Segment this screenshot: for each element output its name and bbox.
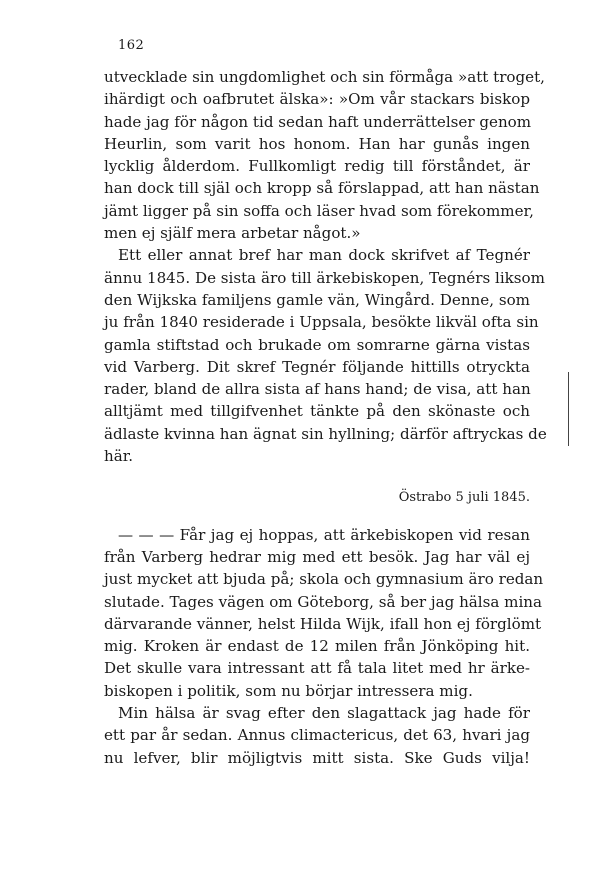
text-line: ihärdigt och oafbrutet älska»: »Om vår stackars biskop [104,90,530,109]
text-line: — — — Får jag ej hoppas, att ärkebiskopen vid resan [118,525,530,544]
text-line: jämt ligger på sin soffa och läser hvad som förekommer, [104,201,534,220]
text-line: lycklig ålderdom. Fullkomligt redig till förståndet, är [104,157,530,176]
text-line: biskopen i politik, som nu börjar intressera mig. [104,681,473,700]
text-line: mig. Kroken är endast de 12 milen från Jönköping hit. [104,637,530,656]
text-line: vid Varberg. Dit skref Tegnér följande hittills otryckta [104,357,530,376]
page-text [104,66,547,769]
text-line: ju från 1840 residerade i Uppsala, besökte likväl ofta sin [104,313,539,332]
text-line: Ett eller annat bref har man dock skrifvet af Tegnér [118,246,530,265]
text-line: från Varberg hedrar mig med ett besök. Jag har väl ej [104,547,530,566]
text-line: just mycket att bjuda på; skola och gymnasium äro redan [104,570,544,589]
text-line: ädlaste kvinna han ägnat sin hyllning; därför aftryckas de [104,424,547,443]
text-line: rader, bland de allra sista af hans hand; de visa, att han [104,380,531,399]
page-number: 162 [118,38,145,53]
text-line: därvarande vänner, helst Hilda Wijk, ifall hon ej förglömt [104,614,542,633]
text-line: Det skulle vara intressant att få tala litet med hr ärke- [104,659,530,678]
text-line: här. [104,447,134,466]
text-line: nu lefver, blir möjligtvis mitt sista. Ske Guds vilja! [104,748,530,767]
text-line: hade jag för någon tid sedan haft underrättelser genom [104,112,532,131]
text-line: slutade. Tages vägen om Göteborg, så ber jag hälsa mina [104,592,543,611]
text-line: den Wijkska familjens gamle vän, Wingård. Denne, som [104,290,530,309]
text-line: gamla stiftstad och brukade om somrarne gärna vistas [104,335,530,354]
letter-dateline: Östrabo 5 juli 1845. [398,490,530,506]
text-line: men ej själf mera arbetar något.» [104,224,361,243]
margin-mark [568,372,569,446]
text-line: ännu 1845. De sista äro till ärkebiskopen, Tegnérs liksom [104,268,545,287]
text-line: Min hälsa är svag efter den slagattack jag hade för [118,704,530,723]
text-line: Heurlin, som varit hos honom. Han har gunås ingen [104,134,530,153]
text-line: ett par år sedan. Annus climactericus, det 63, hvari jag [104,726,530,745]
text-line: alltjämt med tillgifvenhet tänkte på den skönaste och [104,402,530,421]
text-line: han dock till själ och kropp så förslappad, att han nästan [104,179,540,198]
text-line: utvecklade sin ungdomlighet och sin förmåga »att troget, [104,68,545,86]
